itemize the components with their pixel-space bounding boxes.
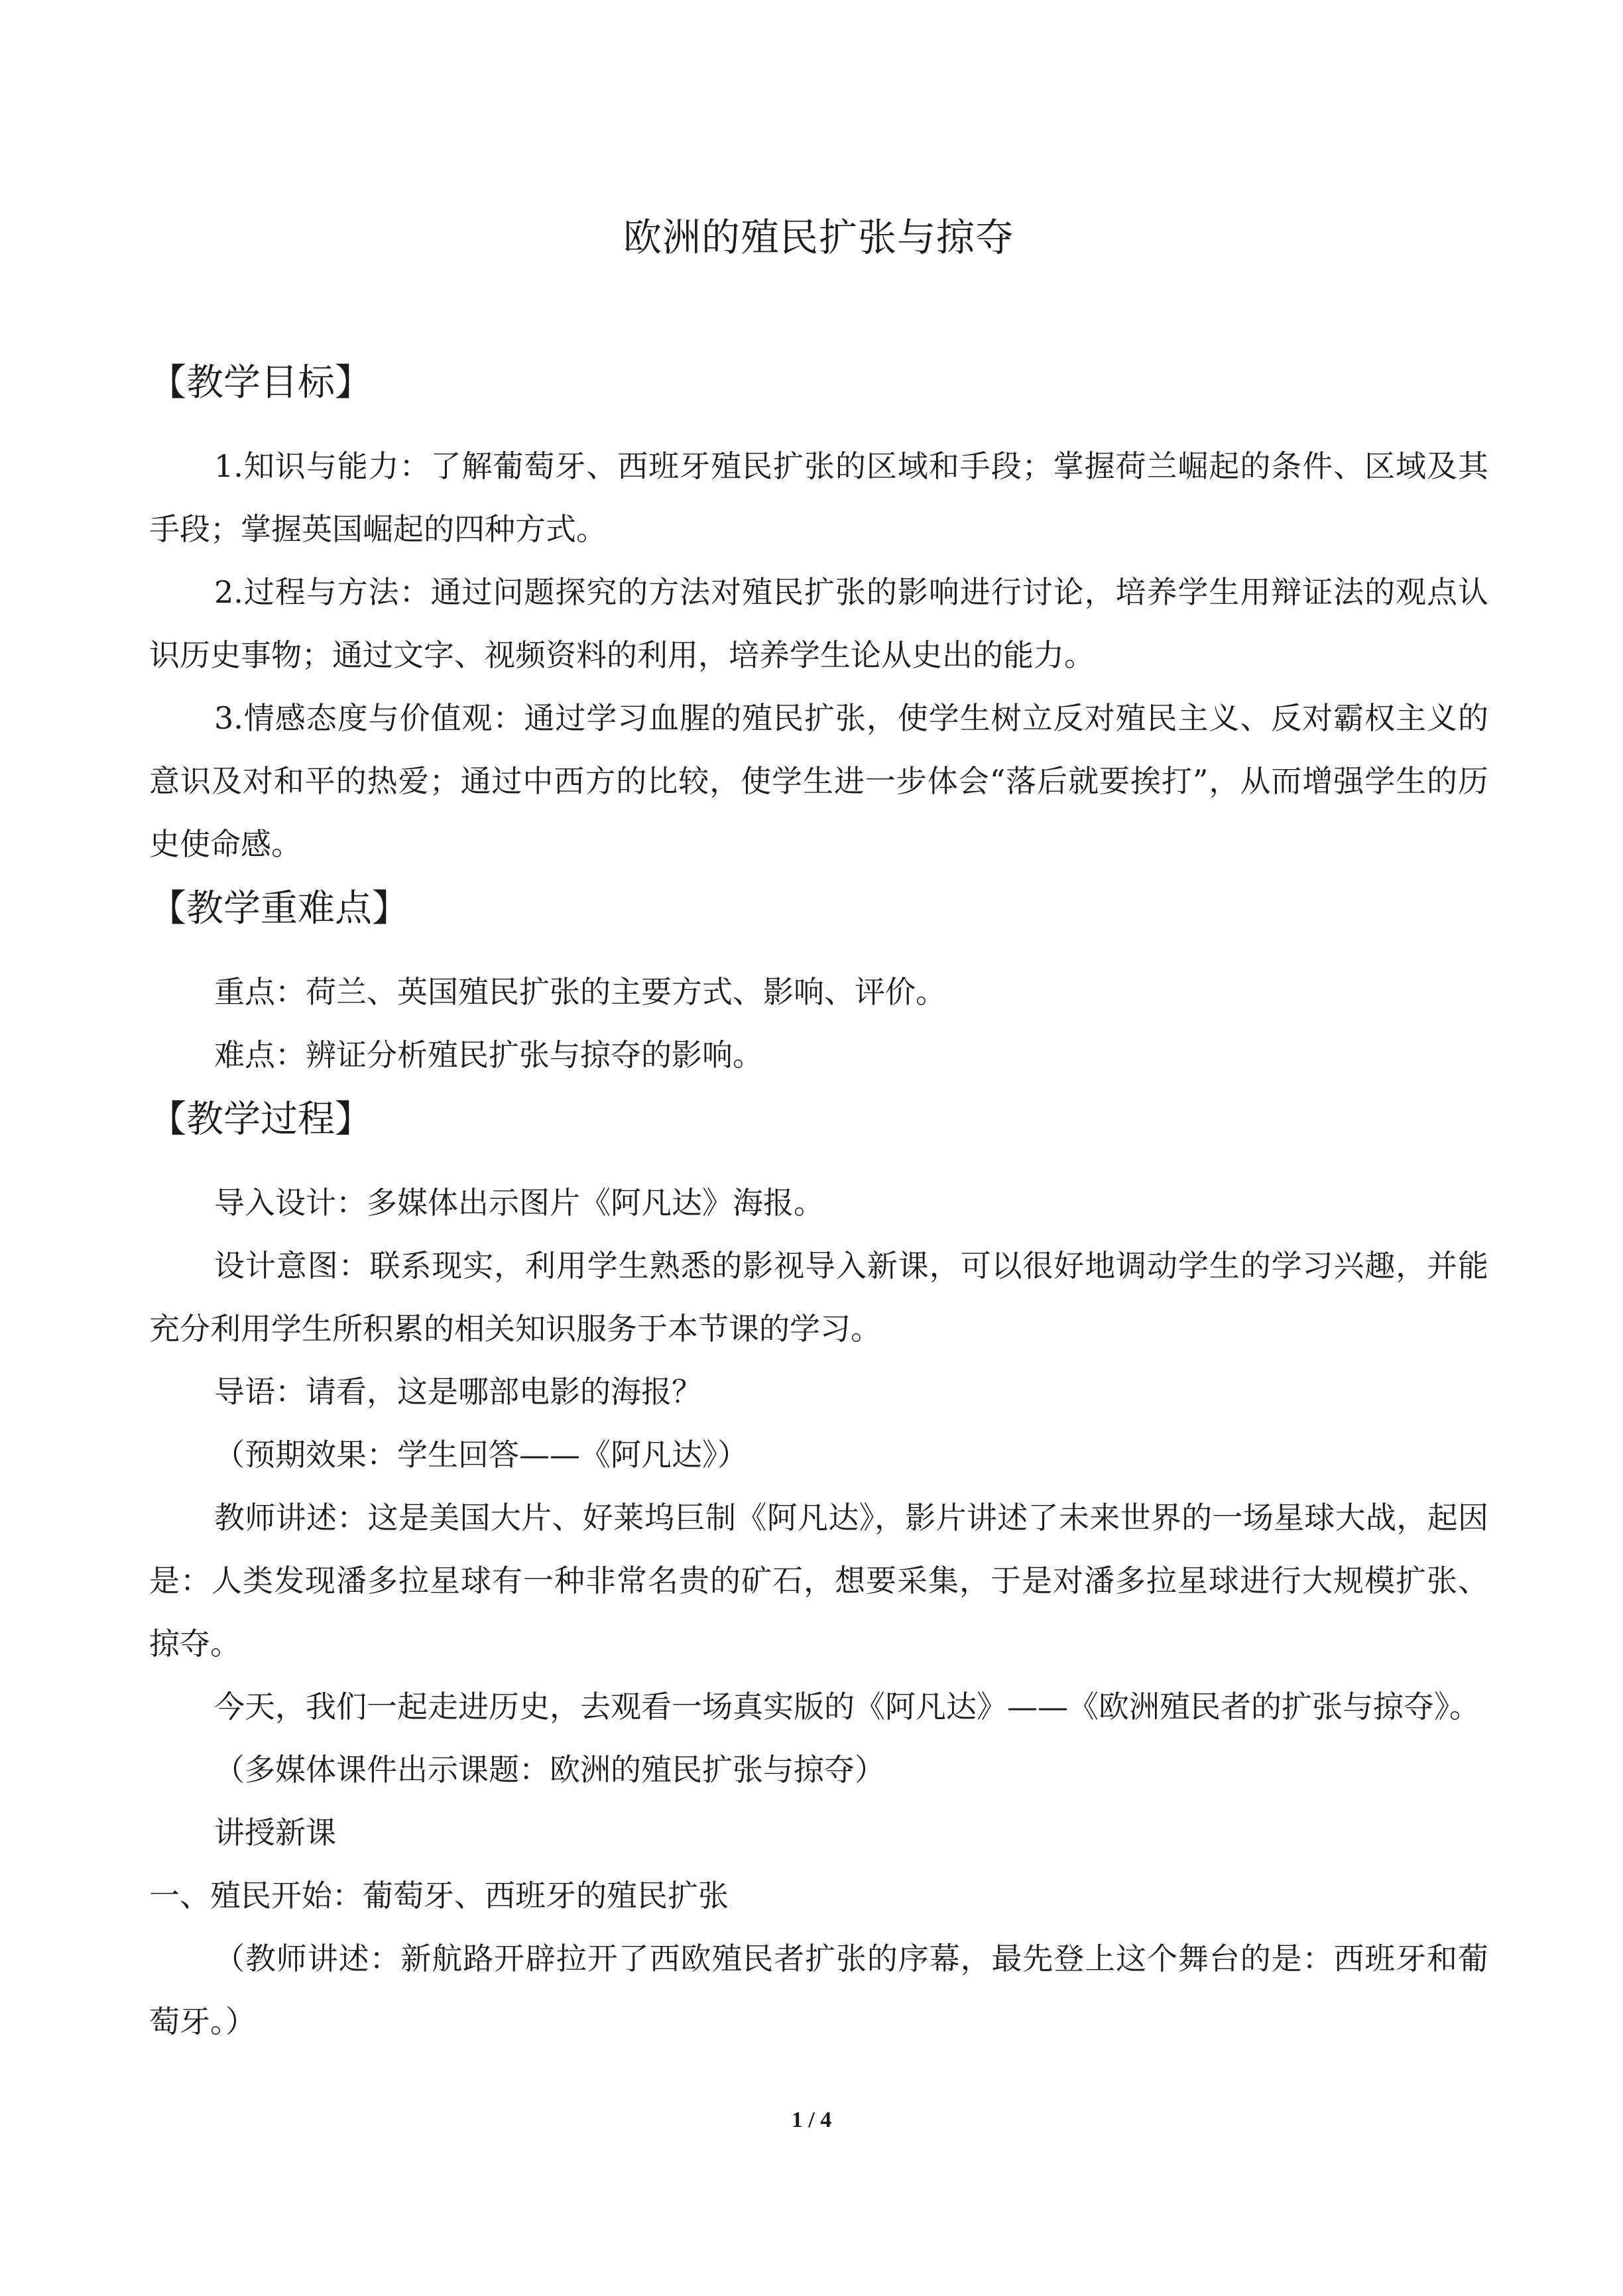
process-paragraph: 教师讲述：这是美国大片、好莱坞巨制《阿凡达》，影片讲述了未来世界的一场星球大战，起因是：人类发现潘多拉星球有一种非常名贵的矿石，想要采集，于是对潘多拉星球进行大规模扩张、掠夺。 <box>149 1500 1488 1662</box>
process-paragraph: 设计意图：联系现实，利用学生熟悉的影视导入新课，可以很好地调动学生的学习兴趣，并能充分利用学生所积累的相关知识服务于本节课的学习。 <box>149 1248 1488 1347</box>
objective-2: 2.过程与方法：通过问题探究的方法对殖民扩张的影响进行讨论，培养学生用辩证法的观点认识历史事物；通过文字、视频资料的利用，培养学生论从史出的能力。 <box>149 574 1488 673</box>
process-paragraph: （教师讲述：新航路开辟拉开了西欧殖民者扩张的序幕，最先登上这个舞台的是：西班牙和葡萄牙。） <box>149 1941 1488 2039</box>
section-subheading: 一、殖民开始：葡萄牙、西班牙的殖民扩张 <box>149 1878 729 1913</box>
process-paragraph: （预期效果：学生回答——《阿凡达》） <box>214 1437 748 1473</box>
objectives-heading: 【教学目标】 <box>149 361 372 404</box>
objective-3: 3.情感态度与价值观：通过学习血腥的殖民扩张，使学生树立反对殖民主义、反对霸权主义的意识及对和平的热爱；通过中西方的比较，使学生进一步体会“落后就要挨打”，从而增强学生的历史使命感。 <box>149 700 1488 862</box>
key-points-heading: 【教学重难点】 <box>149 887 409 930</box>
document-title: 欧洲的殖民扩张与掠夺 <box>623 215 1014 260</box>
document-body <box>149 357 1488 2053</box>
document-page <box>149 0 1488 2296</box>
key-point-focus: 重点：荷兰、英国殖民扩张的主要方式、影响、评价。 <box>214 974 946 1010</box>
process-paragraph: 讲授新课 <box>214 1815 336 1850</box>
process-paragraph: 导入设计：多媒体出示图片《阿凡达》海报。 <box>214 1185 824 1221</box>
process-heading: 【教学过程】 <box>149 1098 372 1141</box>
process-paragraph: 今天，我们一起走进历史，去观看一场真实版的《阿凡达》——《欧洲殖民者的扩张与掠夺》。 <box>214 1689 1480 1724</box>
key-point-difficulty: 难点：辨证分析殖民扩张与掠夺的影响。 <box>214 1037 763 1073</box>
objective-1: 1.知识与能力：了解葡萄牙、西班牙殖民扩张的区域和手段；掌握荷兰崛起的条件、区域及其手段；掌握英国崛起的四种方式。 <box>149 448 1488 547</box>
process-paragraph: （多媒体课件出示课题：欧洲的殖民扩张与掠夺） <box>214 1752 885 1787</box>
process-paragraph: 导语：请看，这是哪部电影的海报？ <box>214 1374 702 1410</box>
page-number: 1 / 4 <box>791 2108 832 2132</box>
